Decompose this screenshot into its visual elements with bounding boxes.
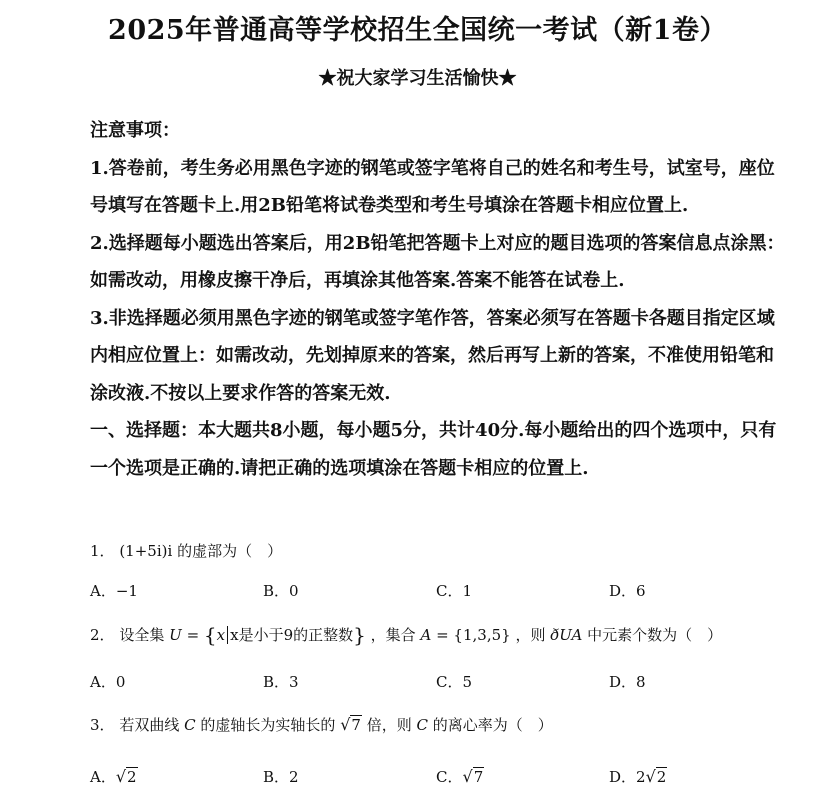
- sqrt-expression: [340, 715, 362, 735]
- option-b: B．2: [263, 768, 299, 786]
- question-text-end: 中元素个数为（ ）: [587, 626, 723, 644]
- exam-subtitle: ★祝大家学习生活愉快★: [318, 68, 517, 89]
- question-text-mid2: 倍，则: [366, 716, 412, 734]
- sqrt-expression: [116, 767, 138, 787]
- option-label: D．: [609, 768, 637, 786]
- notice-item-2: 2.选择题每小题选出答案后，用2B铅笔把答题卡上对应的题目选项的答案信息点涂黑：如需改动，用橡皮擦干净后，再填涂其他答案.答案不能答在试卷上.: [90, 232, 785, 291]
- set-condition: x是小于9的正整数: [230, 626, 354, 644]
- radical-sign: √: [645, 767, 656, 786]
- radical-sign: √: [340, 715, 351, 734]
- sqrt-expression: [462, 767, 484, 787]
- option-c: C．5: [436, 673, 473, 691]
- question-number: 2．: [90, 626, 115, 644]
- set-element-x: x: [216, 626, 226, 644]
- set-bar: [227, 626, 228, 644]
- sqrt-expression: [646, 767, 668, 787]
- variable-c: C: [184, 716, 196, 734]
- option-d: D．6: [609, 582, 646, 600]
- question-3: [90, 715, 553, 735]
- radicand: 2: [656, 768, 667, 786]
- notice-section: [90, 112, 790, 487]
- left-brace: {: [203, 623, 217, 647]
- radicand: 7: [473, 768, 484, 786]
- question-text-end: 的离心率为（ ）: [432, 716, 553, 734]
- option-label: C．: [436, 768, 463, 786]
- question-1: [90, 541, 282, 561]
- question-text-mid: 的虚轴长为实轴长的: [200, 716, 336, 734]
- section-instructions: 一、选择题：本大题共8小题，每小题5分，共计40分.每小题给出的四个选项中，只有一个选项是正确的.请把正确的选项填涂在答题卡相应的位置上.: [90, 420, 777, 479]
- radicand: 7: [351, 716, 361, 734]
- question-number: 3．: [90, 716, 115, 734]
- option-b: B．3: [263, 673, 299, 691]
- right-brace: }: [353, 623, 366, 647]
- option-c: [436, 767, 484, 787]
- question-text-mid: ，集合: [370, 626, 416, 644]
- equals-sign: =: [186, 626, 200, 644]
- question-text: 的虚部为（ ）: [177, 542, 283, 560]
- coefficient: 2: [636, 768, 646, 786]
- exam-title: 2025年普通高等学校招生全国统一考试（新1卷）: [108, 15, 727, 46]
- option-a: A．0: [90, 673, 126, 691]
- question-number: 1．: [90, 542, 115, 560]
- set-variable-a: A: [420, 626, 432, 644]
- math-expression: (1+5i)i: [119, 542, 173, 560]
- question-2: [90, 625, 722, 645]
- option-d: [609, 767, 667, 787]
- option-c: C．1: [436, 582, 473, 600]
- set-a-value: = {1,3,5}: [436, 626, 511, 644]
- question-text-then: ，则: [515, 626, 546, 644]
- notice-heading: 注意事项：: [90, 120, 180, 141]
- complement-expression: ðUA: [550, 626, 583, 644]
- option-a: A．−1: [90, 582, 138, 600]
- notice-item-1: 1.答卷前，考生务必用黑色字迹的钢笔或签字笔将自己的姓名和考生号，试室号，座位号填写在答题卡上.用2B铅笔将试卷类型和考生号填涂在答题卡相应位置上.: [90, 157, 775, 216]
- option-d: D．8: [609, 673, 646, 691]
- set-variable-u: U: [169, 626, 182, 644]
- notice-item-3: 3.非选择题必须用黑色字迹的钢笔或签字笔作答，答案必须写在答题卡各题目指定区域内相应位置上：如需改动，先划掉原来的答案，然后再写上新的答案，不准使用铅笔和涂改液.不按以上要求作答的答案无效.: [90, 307, 775, 404]
- option-label: A．: [90, 768, 116, 786]
- option-a: [90, 767, 138, 787]
- variable-c: C: [416, 716, 428, 734]
- question-text-pre: 若双曲线: [119, 716, 180, 734]
- option-b: B．0: [263, 582, 299, 600]
- radical-sign: √: [462, 767, 473, 786]
- radicand: 2: [127, 768, 137, 786]
- question-text-pre: 设全集: [119, 626, 165, 644]
- radical-sign: √: [115, 767, 127, 786]
